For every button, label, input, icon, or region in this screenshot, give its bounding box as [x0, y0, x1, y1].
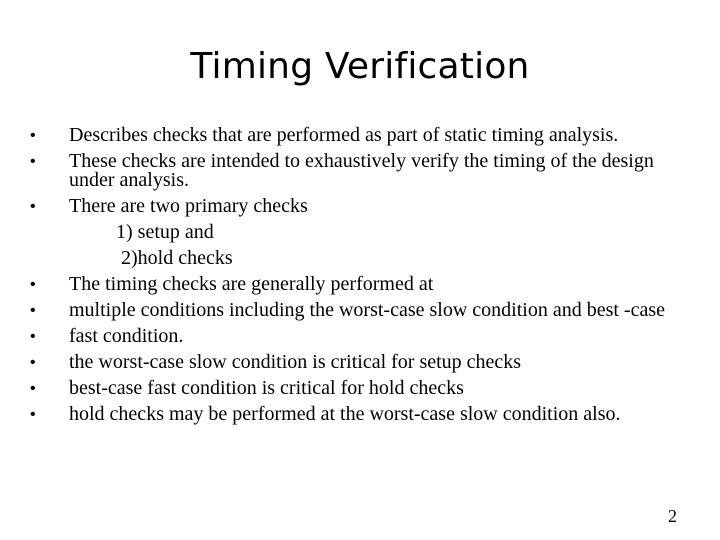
- bullet-item: [30, 353, 690, 372]
- bullet-text: These checks are intended to exhaustively verify the timing of the design under analysis.: [69, 150, 654, 191]
- bullet-item: [30, 275, 690, 294]
- bullet-item: [30, 327, 690, 346]
- page-number: 2: [668, 506, 677, 526]
- bullet-marker: •: [30, 380, 36, 397]
- bullet-item: [30, 197, 690, 268]
- bullet-text: There are two primary checks: [69, 195, 308, 217]
- bullet-item: [30, 152, 690, 190]
- bullet-marker: •: [30, 302, 36, 319]
- bullet-text: hold checks may be performed at the worst-case slow condition also.: [69, 403, 621, 425]
- bullet-list: [30, 126, 690, 431]
- bullet-marker: •: [30, 406, 36, 423]
- slide-title: Timing Verification: [190, 46, 530, 87]
- bullet-item: [30, 405, 690, 424]
- bullet-marker: •: [30, 354, 36, 371]
- bullet-text: the worst-case slow condition is critical for setup checks: [69, 351, 522, 373]
- bullet-marker: •: [30, 328, 36, 345]
- bullet-text: The timing checks are generally performed at: [69, 273, 434, 295]
- sub-item-hold: 2)hold checks: [121, 247, 233, 269]
- bullet-text: Describes checks that are performed as part of static timing analysis.: [69, 124, 619, 146]
- bullet-item: [30, 126, 690, 145]
- bullet-text: fast condition.: [69, 325, 184, 347]
- bullet-item: [30, 379, 690, 398]
- bullet-text: best-case fast condition is critical for hold checks: [69, 377, 464, 399]
- bullet-marker: •: [30, 153, 36, 170]
- sub-item-setup: 1) setup and: [116, 221, 214, 243]
- bullet-marker: •: [30, 198, 36, 215]
- bullet-marker: •: [30, 276, 36, 293]
- bullet-item: [30, 301, 690, 320]
- bullet-text: multiple conditions including the worst-case slow condition and best -case: [69, 299, 665, 321]
- bullet-marker: •: [30, 127, 36, 144]
